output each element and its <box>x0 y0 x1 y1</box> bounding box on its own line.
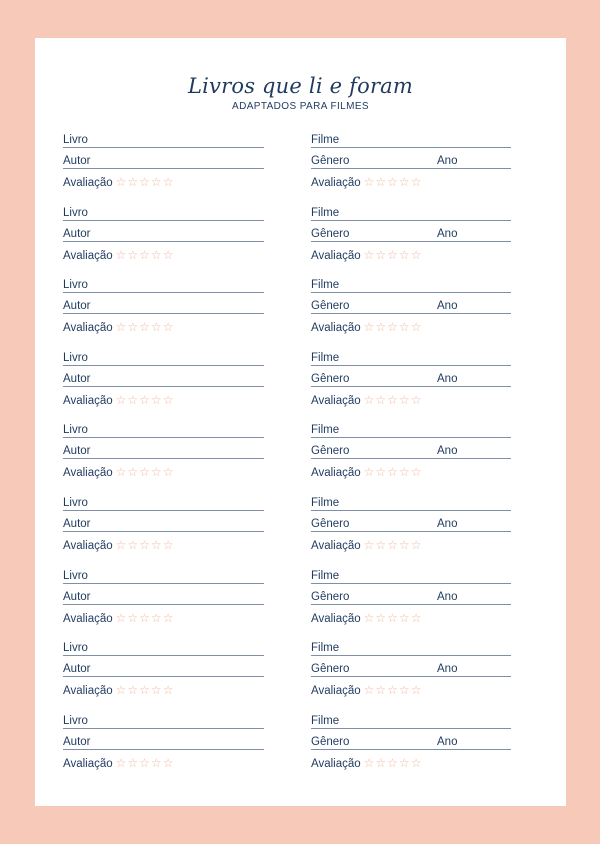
genre-label: Gênero <box>311 663 350 676</box>
entry-row <box>35 206 566 279</box>
movie-rating-label: Avaliação <box>311 394 361 407</box>
author-label: Autor <box>63 227 91 240</box>
movie-field[interactable] <box>311 206 511 221</box>
author-label: Autor <box>63 155 91 167</box>
book-rating-stars-icon[interactable]: ☆☆☆☆☆ <box>115 465 175 480</box>
author-field[interactable] <box>63 517 264 532</box>
entry-row <box>35 133 566 206</box>
author-label: Autor <box>63 372 91 385</box>
book-label: Livro <box>63 424 88 437</box>
year-label: Ano <box>437 663 458 676</box>
genre-year-field[interactable] <box>311 444 511 459</box>
book-field[interactable] <box>63 641 264 656</box>
entries-list <box>35 133 566 786</box>
movie-label: Filme <box>311 134 340 146</box>
movie-field[interactable] <box>311 351 511 366</box>
movie-label: Filme <box>311 424 340 437</box>
movie-rating-label: Avaliação <box>311 539 361 552</box>
genre-year-field[interactable] <box>311 590 511 605</box>
movie-rating <box>311 611 511 625</box>
genre-label: Gênero <box>311 372 350 385</box>
movie-rating-label: Avaliação <box>311 612 361 625</box>
genre-label: Gênero <box>311 300 350 313</box>
book-rating-stars-icon[interactable]: ☆☆☆☆☆ <box>115 392 175 407</box>
book-rating-stars-icon[interactable]: ☆☆☆☆☆ <box>115 683 175 698</box>
author-field[interactable] <box>63 590 264 605</box>
book-rating-stars-icon[interactable]: ☆☆☆☆☆ <box>115 247 175 262</box>
book-rating-stars-icon[interactable]: ☆☆☆☆☆ <box>115 755 175 770</box>
entry-row <box>35 641 566 714</box>
author-label: Autor <box>63 590 91 603</box>
genre-year-field[interactable] <box>311 517 511 532</box>
entry-row <box>35 278 566 351</box>
book-field[interactable] <box>63 569 264 584</box>
movie-label: Filme <box>311 279 340 292</box>
author-label: Autor <box>63 517 91 530</box>
movie-label: Filme <box>311 206 340 219</box>
book-field[interactable] <box>63 714 264 729</box>
movie-field[interactable] <box>311 714 511 729</box>
book-label: Livro <box>63 714 88 727</box>
author-field[interactable] <box>63 444 264 459</box>
entry-row <box>35 351 566 424</box>
book-rating-label: Avaliação <box>63 467 113 480</box>
movie-rating <box>311 756 511 770</box>
genre-label: Gênero <box>311 155 350 167</box>
worksheet-page <box>35 38 566 806</box>
book-label: Livro <box>63 134 88 146</box>
book-label: Livro <box>63 279 88 292</box>
book-rating-label: Avaliação <box>63 249 113 262</box>
author-label: Autor <box>63 735 91 748</box>
book-label: Livro <box>63 496 88 509</box>
movie-rating-stars-icon[interactable]: ☆☆☆☆☆ <box>363 392 423 407</box>
genre-label: Gênero <box>311 227 350 240</box>
movie-label: Filme <box>311 569 340 582</box>
movie-rating-label: Avaliação <box>311 685 361 698</box>
movie-label: Filme <box>311 496 340 509</box>
movie-rating-label: Avaliação <box>311 249 361 262</box>
movie-field[interactable] <box>311 423 511 438</box>
book-rating-label: Avaliação <box>63 322 113 335</box>
year-label: Ano <box>437 735 458 748</box>
book-rating-label: Avaliação <box>63 177 113 189</box>
book-rating-stars-icon[interactable]: ☆☆☆☆☆ <box>115 320 175 335</box>
book-rating <box>63 756 264 770</box>
book-rating <box>63 465 264 479</box>
page-title: Livros que li e foram <box>187 74 414 98</box>
book-rating <box>63 320 264 334</box>
year-label: Ano <box>437 372 458 385</box>
movie-field[interactable] <box>311 641 511 656</box>
genre-year-field[interactable] <box>311 154 511 169</box>
author-label: Autor <box>63 300 91 313</box>
movie-rating-label: Avaliação <box>311 757 361 770</box>
book-field[interactable] <box>63 206 264 221</box>
author-label: Autor <box>63 445 91 458</box>
genre-year-field[interactable] <box>311 662 511 677</box>
movie-label: Filme <box>311 714 340 727</box>
entry-row <box>35 423 566 496</box>
book-rating <box>63 393 264 407</box>
author-field[interactable] <box>63 227 264 242</box>
movie-rating <box>311 175 511 189</box>
book-field[interactable] <box>63 496 264 511</box>
movie-rating-stars-icon[interactable]: ☆☆☆☆☆ <box>363 537 423 552</box>
movie-rating-stars-icon[interactable]: ☆☆☆☆☆ <box>363 755 423 770</box>
movie-field[interactable] <box>311 569 511 584</box>
book-rating-label: Avaliação <box>63 757 113 770</box>
entry-row <box>35 569 566 642</box>
book-rating <box>63 611 264 625</box>
genre-year-field[interactable] <box>311 735 511 750</box>
movie-field[interactable] <box>311 278 511 293</box>
page-subtitle: ADAPTADOS PARA FILMES <box>232 101 369 112</box>
book-rating <box>63 175 264 189</box>
genre-label: Gênero <box>311 735 350 748</box>
movie-rating-label: Avaliação <box>311 467 361 480</box>
genre-label: Gênero <box>311 445 350 458</box>
book-rating-stars-icon[interactable]: ☆☆☆☆☆ <box>115 537 175 552</box>
movie-rating <box>311 320 511 334</box>
genre-year-field[interactable] <box>311 372 511 387</box>
author-field[interactable] <box>63 299 264 314</box>
genre-year-field[interactable] <box>311 227 511 242</box>
book-rating-label: Avaliação <box>63 685 113 698</box>
movie-label: Filme <box>311 642 340 655</box>
movie-rating-stars-icon[interactable]: ☆☆☆☆☆ <box>363 247 423 262</box>
movie-rating-label: Avaliação <box>311 322 361 335</box>
book-field[interactable] <box>63 133 264 148</box>
year-label: Ano <box>437 445 458 458</box>
year-label: Ano <box>437 300 458 313</box>
book-label: Livro <box>63 206 88 219</box>
movie-rating-stars-icon[interactable]: ☆☆☆☆☆ <box>363 465 423 480</box>
book-field[interactable] <box>63 423 264 438</box>
book-rating <box>63 538 264 552</box>
movie-rating <box>311 538 511 552</box>
year-label: Ano <box>437 227 458 240</box>
year-label: Ano <box>437 590 458 603</box>
genre-label: Gênero <box>311 590 350 603</box>
author-field[interactable] <box>63 735 264 750</box>
author-field[interactable] <box>63 154 264 169</box>
book-rating-label: Avaliação <box>63 612 113 625</box>
book-rating-stars-icon[interactable]: ☆☆☆☆☆ <box>115 610 175 625</box>
movie-label: Filme <box>311 351 340 364</box>
author-field[interactable] <box>63 372 264 387</box>
movie-field[interactable] <box>311 133 511 148</box>
movie-rating <box>311 683 511 697</box>
author-field[interactable] <box>63 662 264 677</box>
book-label: Livro <box>63 351 88 364</box>
movie-rating-stars-icon[interactable]: ☆☆☆☆☆ <box>363 320 423 335</box>
genre-label: Gênero <box>311 517 350 530</box>
year-label: Ano <box>437 517 458 530</box>
year-label: Ano <box>437 155 458 167</box>
book-rating <box>63 248 264 262</box>
book-rating-stars-icon[interactable]: ☆☆☆☆☆ <box>115 175 175 189</box>
genre-year-field[interactable] <box>311 299 511 314</box>
movie-rating-label: Avaliação <box>311 177 361 189</box>
book-rating-label: Avaliação <box>63 539 113 552</box>
movie-rating <box>311 248 511 262</box>
entry-row <box>35 714 566 787</box>
movie-rating-stars-icon[interactable]: ☆☆☆☆☆ <box>363 683 423 698</box>
book-rating-label: Avaliação <box>63 394 113 407</box>
book-field[interactable] <box>63 278 264 293</box>
book-label: Livro <box>63 569 88 582</box>
book-rating <box>63 683 264 697</box>
movie-rating <box>311 393 511 407</box>
movie-field[interactable] <box>311 496 511 511</box>
book-label: Livro <box>63 642 88 655</box>
movie-rating <box>311 465 511 479</box>
entry-row <box>35 496 566 569</box>
author-label: Autor <box>63 663 91 676</box>
movie-rating-stars-icon[interactable]: ☆☆☆☆☆ <box>363 610 423 625</box>
book-field[interactable] <box>63 351 264 366</box>
movie-rating-stars-icon[interactable]: ☆☆☆☆☆ <box>363 175 423 189</box>
